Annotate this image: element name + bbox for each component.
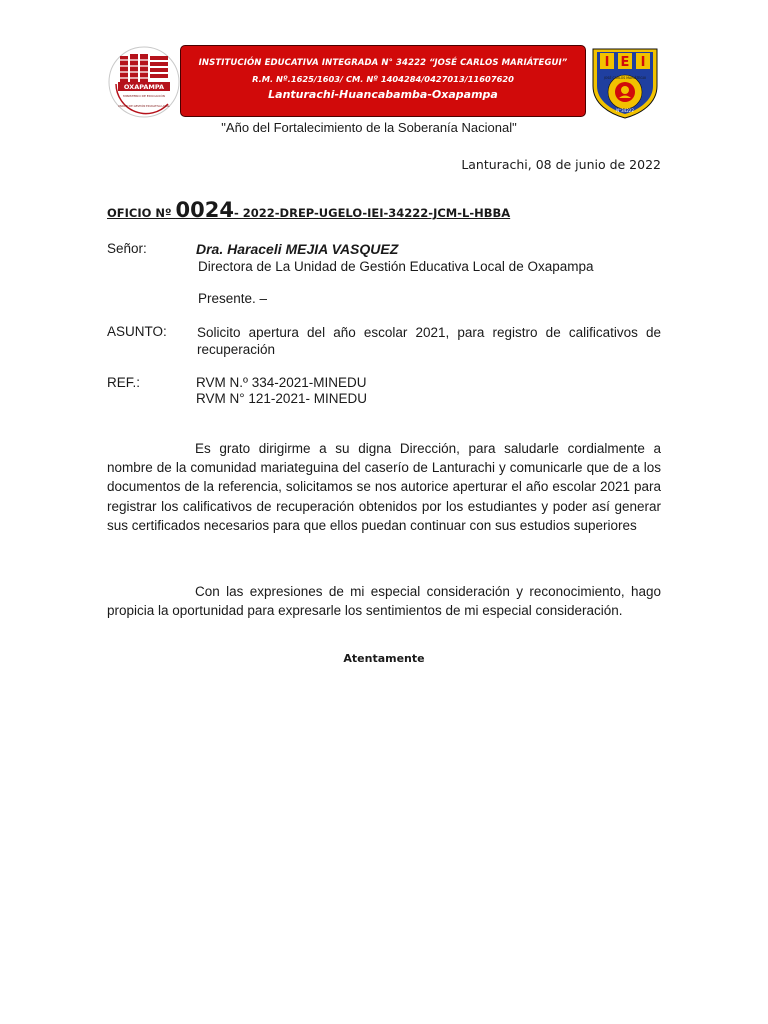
oficio-reference-line — [107, 198, 510, 222]
shield-number: N°34222 — [616, 108, 634, 113]
left-logo-bottom-text: UNIDAD DE GESTIÓN EDUCATIVA LOCAL — [118, 105, 170, 108]
left-logo-top-text: MINISTERIO DE EDUCACIÓN — [123, 94, 165, 98]
oficio-number: 0024 — [175, 198, 234, 222]
reference-label: REF.: — [107, 375, 141, 390]
year-motto-text: "Año del Fortalecimiento de la Soberanía Nacional" — [221, 120, 517, 135]
subject-text: Solicito apertura del año escolar 2021, para registro de calificativos de recuperación — [197, 325, 661, 357]
closing-text: Atentamente — [343, 652, 425, 665]
subject-label: ASUNTO: — [107, 324, 167, 339]
resolution-numbers: R.M. Nº.1625/1603/ CM. Nº 1404284/0427013/11607620 — [252, 74, 514, 84]
institution-name: INSTITUCIÓN EDUCATIVA INTEGRADA N° 34222 “JOSÉ CARLOS MARIÁTEGUI” — [198, 58, 568, 68]
oficio-prefix: OFICIO Nº — [107, 206, 176, 220]
reference-item: RVM N.º 334-2021-MINEDU — [196, 375, 367, 390]
document-date: Lanturachi, 08 de junio de 2022 — [461, 157, 661, 172]
shield-letter-1: I — [604, 55, 610, 70]
year-motto — [0, 120, 768, 135]
shield-letter-3: I — [640, 55, 646, 70]
institution-header-banner — [180, 45, 586, 117]
body-paragraph-1: Es grato dirigirme a su digna Dirección, para saludarle cordialmente a nombre de la comunidad mariateguina del caserío de Lanturachi y comunicarle que de a los documentos de la referencia, solicitamos se nos autorice aperturar el año escolar 2021 para registrar los calificativos de recuperación obtenidos por los estudiantes y poder así generar sus certificados necesarios para que ellos puedan continuar con sus estudios superiores — [107, 441, 661, 533]
recipient-label: Señor: — [107, 241, 147, 256]
recipient-name: Dra. Haraceli MEJIA VASQUEZ — [196, 241, 399, 257]
ugel-oxapampa-logo — [106, 44, 182, 120]
body-paragraph-2: Con las expresiones de mi especial consideración y reconocimiento, hago propicia la oportunidad para expresarle los sentimientos de mi especial consideración. — [107, 584, 661, 619]
reference-item: RVM N° 121-2021- MINEDU — [196, 391, 367, 406]
greeting: Presente. – — [198, 291, 268, 306]
shield-letter-2: E — [620, 55, 630, 70]
left-logo-mid-text: OXAPAMPA — [123, 83, 165, 91]
closing-salutation — [0, 652, 768, 665]
recipient-role: Directora de La Unidad de Gestión Educativa Local de Oxapampa — [198, 259, 594, 274]
shield-ring-text: JOSÉ CARLOS MARIÁTEGUI — [603, 76, 647, 80]
institution-location: Lanturachi-Huancabamba-Oxapampa — [268, 88, 498, 101]
oficio-suffix: - 2022-DREP-UGELO-IEI-34222-JCM-L-HBBA — [233, 206, 511, 220]
iei-school-shield-logo — [590, 46, 660, 120]
